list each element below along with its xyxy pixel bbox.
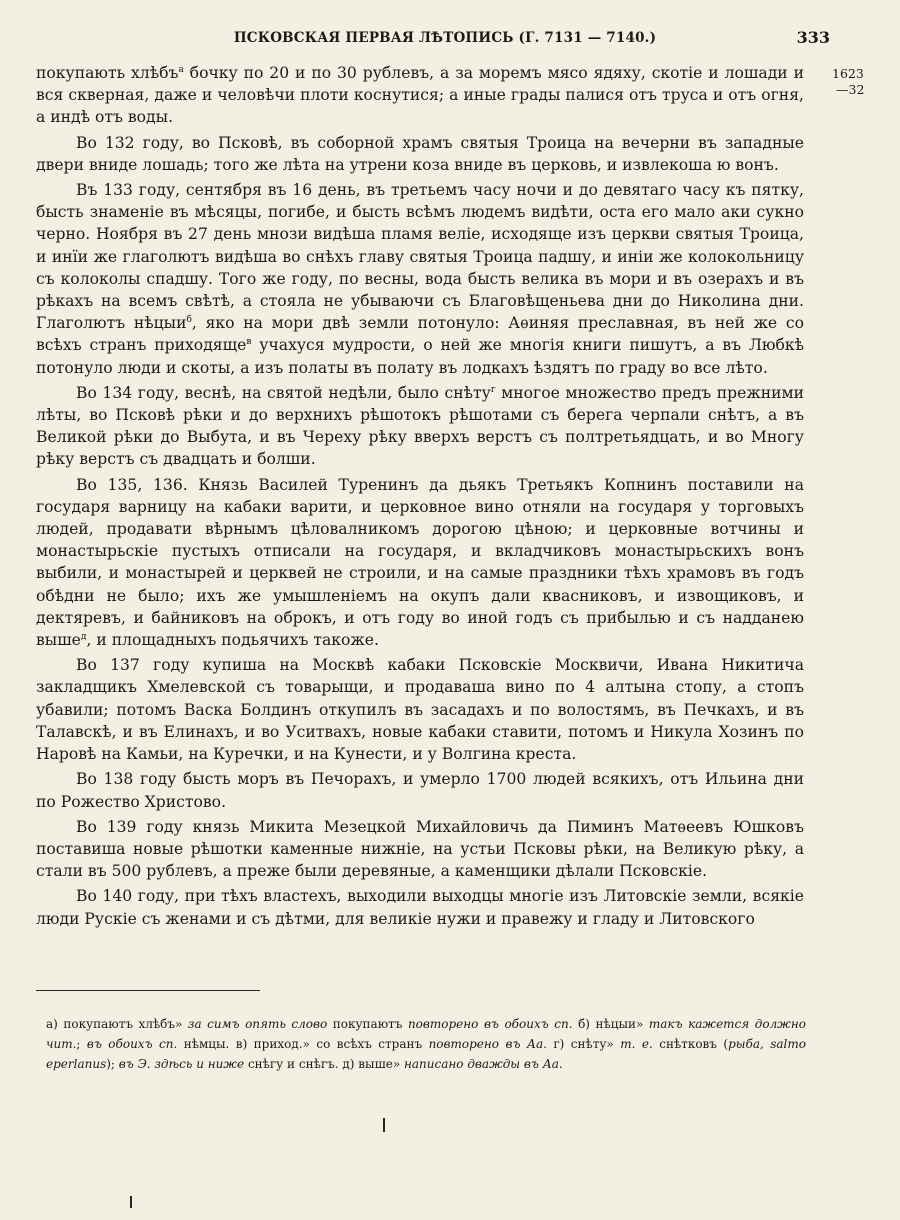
footnote-text: снѣтковъ ( [659,1037,729,1051]
footnote-text: со всѣхъ странъ [309,1037,429,1051]
paragraph-text: , и площадныхъ подьячихъ такоже. [86,631,379,650]
footnote-text: рыба, salmo eperlanus [46,1037,807,1071]
footnote-text: ; [76,1037,87,1051]
paragraph [36,768,804,812]
footnote-text: такъ кажется должно чит. [46,1017,806,1051]
footnote-text: снѣгу и снѣгъ. [247,1057,343,1071]
page-number: 333 [796,28,830,47]
footnote-text: нѣмцы. в) приход.» [183,1037,310,1051]
paragraph-text: Въ 133 году, сентября въ 16 день, въ третьемъ часу ночи и до девятаго часу къ пятку, бысть знаменіе въ мѣсяцы, погибе, и бысть всѣмъ людемъ видѣти, оста его мало аки сукно черно. Ноября въ 27 день мнози видѣша пламя веліе, исходяще изъ церкви святыя Троица, и инїи же глаголютъ видѣша во снѣхъ главу святыя Троица падшу, и иніи же колокольницу съ колоколы спадшу. Того же году, по весны, вода бысть велика въ мори и въ озерахъ и въ рѣкахъ на всемъ свѣтѣ, а стояла не убываючи съ Благовѣщеньева дни до Николина дни. Глаголютъ нѣцыи [36,181,804,333]
footnote-marker: д [80,631,87,642]
paragraph-text: учахуся мудрости, о ней же многія книги пишутъ, а въ Любкѣ потонуло люди и скоты, а изъ полаты въ полату въ лодкахъ ѣздятъ по граду во все лѣто. [36,336,804,377]
chronicle-text [36,62,804,933]
footnote-marker: б [186,315,192,326]
footnote-text: написано дважды въ Аа. [403,1057,563,1071]
footnote-text: а) покупаютъ хлѣбъ» [46,1017,183,1031]
running-head: ПСКОВСКАЯ ПЕРВАЯ ЛѢТОПИСЬ (Г. 7131 — 7140.) [233,30,657,46]
paragraph-text: многое множество предъ прежними лѣты, во Псковѣ рѣки и до верхнихъ рѣшотокъ рѣшотами съ берега черпали снѣтъ, а въ Великой рѣки до Выбута, и въ Череху рѣку вверхъ верстъ съ полтретьядцать, и во Многу рѣку верстъ съ двадцать и болши. [36,383,804,469]
footnote-text: за симъ опять слово [182,1017,333,1031]
footnote-text: т. е. [620,1037,660,1051]
paragraph-text: Во 134 году, веснѣ, на святой недѣли, было снѣту [76,383,491,402]
footnote-marker: в [246,337,252,348]
paragraph-text: Во 139 году князь Микита Мезецкой Михайловичь да Пиминъ Матѳеевъ Юшковъ поставиша новые рѣшотки каменные нижніе, на устьи Псковы рѣки, на Великую рѣку, а стали въ 500 рублевъ, а преже были деревяные, а каменщики дѣлали Псковскіе. [36,817,804,881]
paragraph [36,132,804,176]
footnote-text: покупаютъ [332,1017,403,1031]
footnote-text: въ обоихъ сп. [86,1037,184,1051]
footnote-divider [36,990,260,991]
print-mark [130,1196,132,1208]
paragraph [36,885,804,929]
paragraph-text: бочку по 20 и по 30 рублевъ, а за моремъ мясо ядяху, скотіе и лошади и вся скверная, даже и человѣчи плоти коснутися; а иные грады палися отъ труса и отъ огня, а индѣ отъ воды. [36,64,804,127]
footnote-text: повторено въ обоихъ сп. [402,1017,579,1031]
footnote-text: ); [106,1057,119,1071]
paragraph [36,654,804,765]
footnote-text: д) выше» [342,1057,404,1071]
paragraph [36,816,804,883]
footnote-text: повторено въ Аа. [428,1037,554,1051]
paragraph-text: покупають хлѣбъ [36,64,179,82]
margin-year-top: 1623 [832,66,864,81]
footnote-marker: г [490,384,496,395]
margin-year-bottom: —32 [836,82,865,97]
footnotes [46,1014,806,1074]
footnote-text: б) нѣцыи» [578,1017,644,1031]
paragraph [36,382,804,471]
paragraph [36,62,804,129]
paragraph-text: Во 137 году купиша на Москвѣ кабаки Псковскіе Москвичи, Ивана Никитича закладщикъ Хмелевской съ товарыщи, и продаваша вино по 4 алтына стопу, а стопъ убавили; потомъ Васка Болдинъ откупилъ въ засадахъ и по волостямъ, въ Печкахъ, и въ Талавскѣ, и въ Елинахъ, и во Уситвахъ, новые кабаки ставити, потомъ и Никула Хозинъ по Наровѣ на Камьи, на Куречки, и на Кунести, и у Волгина креста. [36,656,804,764]
paragraph-text: Во 135, 136. Князь Василей Туренинъ да дьякъ Третьякъ Копнинъ поставили на государя варницу на кабаки варити, и церковное вино отняли на государя у торговыхъ людей, продавати вѣрнымъ цѣловалникомъ дорогою цѣною; и церковные вотчины и монастырьскіе пустыхъ отписали на государя, и вкладчиковъ монастырьскихъ вонъ выбили, и монастырей и церквей не строили, и на самые праздники тѣхъ храмовъ въ годъ обѣдни не было; ихъ же умышленіемъ на окупъ дали квасниковъ, и извощиковъ, и дектяревъ, и байниковъ на оброкъ, и отъ году во иной годъ съ прибылью и съ надданею выше [36,475,804,650]
paragraph [36,179,804,379]
footnote-text: въ Э. здѣсь и ниже [118,1057,248,1071]
paragraph-text: Во 138 году бысть моръ въ Печорахъ, и умерло 1700 людей всякихъ, отъ Ильина дни по Рожество Христово. [36,770,804,811]
print-mark [383,1118,385,1132]
paragraph [36,474,804,652]
footnote-text: г) снѣту» [553,1037,621,1051]
paragraph-text: Во 132 году, во Псковѣ, въ соборной храмъ святыя Троица на вечерни въ западные двери вниде лошадь; того же лѣта на утрени коза вниде въ церковь, и извлекоша ю вонъ. [36,133,804,174]
page-header [0,30,900,52]
paragraph-text: Во 140 году, при тѣхъ властехъ, выходили выходцы многіе изъ Литовскіе земли, всякіе люди Рускіе съ женами и съ дѣтми, для великіе нужи и правежу и гладу и Литовского [36,887,804,928]
margin-year-range [832,66,864,98]
footnote-marker: а [178,64,184,75]
paragraph-text: , яко на мори двѣ земли потонуло: Аѳиняя преславная, въ ней же со всѣхъ странъ приходяще [36,314,804,355]
